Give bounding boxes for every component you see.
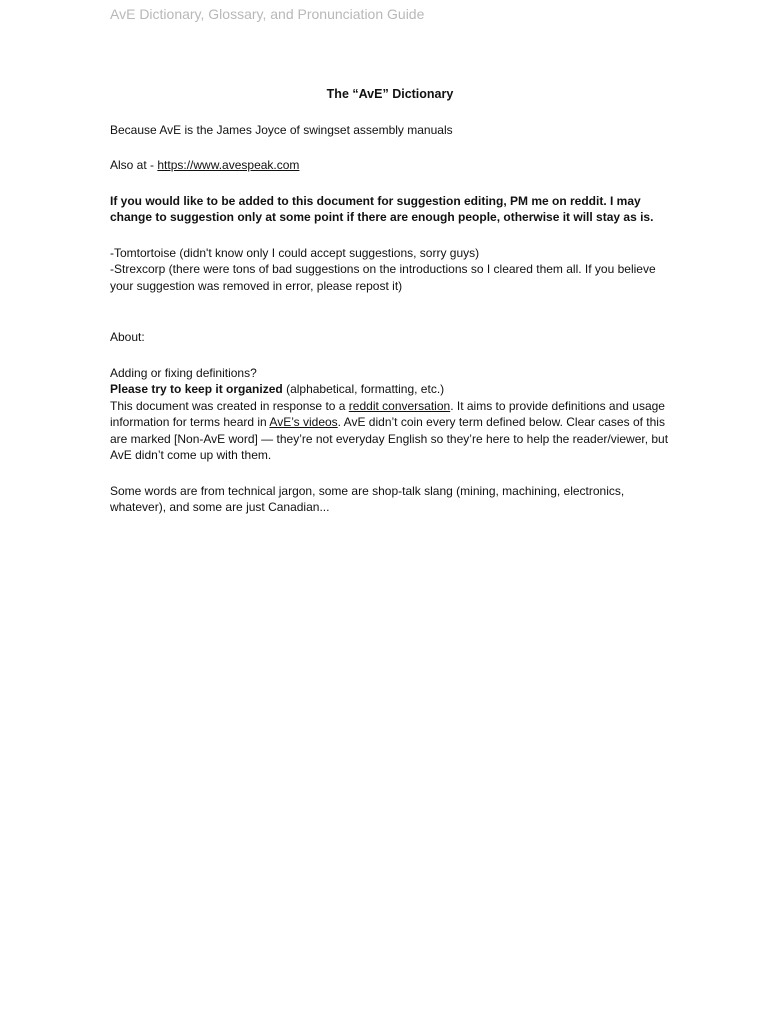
jargon-paragraph: Some words are from technical jargon, some are shop-talk slang (mining, machining, electronics, whatever), and some are just Canadian...	[110, 483, 625, 514]
organize-line	[110, 381, 670, 398]
created-mid: . It aims to provide definitions and usage information for terms heard in	[110, 398, 665, 429]
page-header: AvE Dictionary, Glossary, and Pronunciation Guide	[110, 6, 425, 22]
created-paragraph	[110, 398, 670, 464]
editor-note-tomtortoise: -Tomtortoise (didn't know only I could accept suggestions, sorry guys)	[110, 245, 480, 260]
organize-rest: (alphabetical, formatting, etc.)	[282, 382, 445, 396]
document-title: The “AvE” Dictionary	[326, 87, 454, 101]
document-body	[110, 86, 670, 535]
also-at-line	[110, 157, 670, 174]
organize-bold: Please try to keep it organized	[110, 382, 283, 396]
document-subtitle: Because AvE is the James Joyce of swingset assembly manuals	[110, 122, 453, 137]
also-at-prefix: Also at -	[110, 158, 158, 172]
ave-videos-link[interactable]: AvE’s videos	[269, 415, 338, 429]
avespeak-link[interactable]: https://www.avespeak.com	[157, 158, 300, 172]
about-heading: About:	[110, 330, 145, 344]
reddit-conversation-link[interactable]: reddit conversation	[348, 398, 451, 413]
created-pre: This document was created in response to a	[110, 398, 349, 413]
adding-definitions-label: Adding or fixing definitions?	[110, 365, 257, 380]
about-section	[110, 365, 670, 464]
created-post: . AvE didn’t coin every term defined below. Clear cases of this are marked [Non-AvE word] — they’re not everyday English so they’re here to help the reader/viewer, but AvE didn’t come up with them.	[110, 415, 669, 462]
suggestion-notice: If you would like to be added to this document for suggestion editing, PM me on reddit. I may change to suggestion only at some point if there are enough people, otherwise it will stay as is.	[110, 193, 654, 224]
editor-note-strexcorp: -Strexcorp (there were tons of bad suggestions on the introductions so I cleared them all. If you believe your suggestion was removed in error, please repost it)	[110, 262, 656, 293]
editor-notes	[110, 245, 670, 295]
